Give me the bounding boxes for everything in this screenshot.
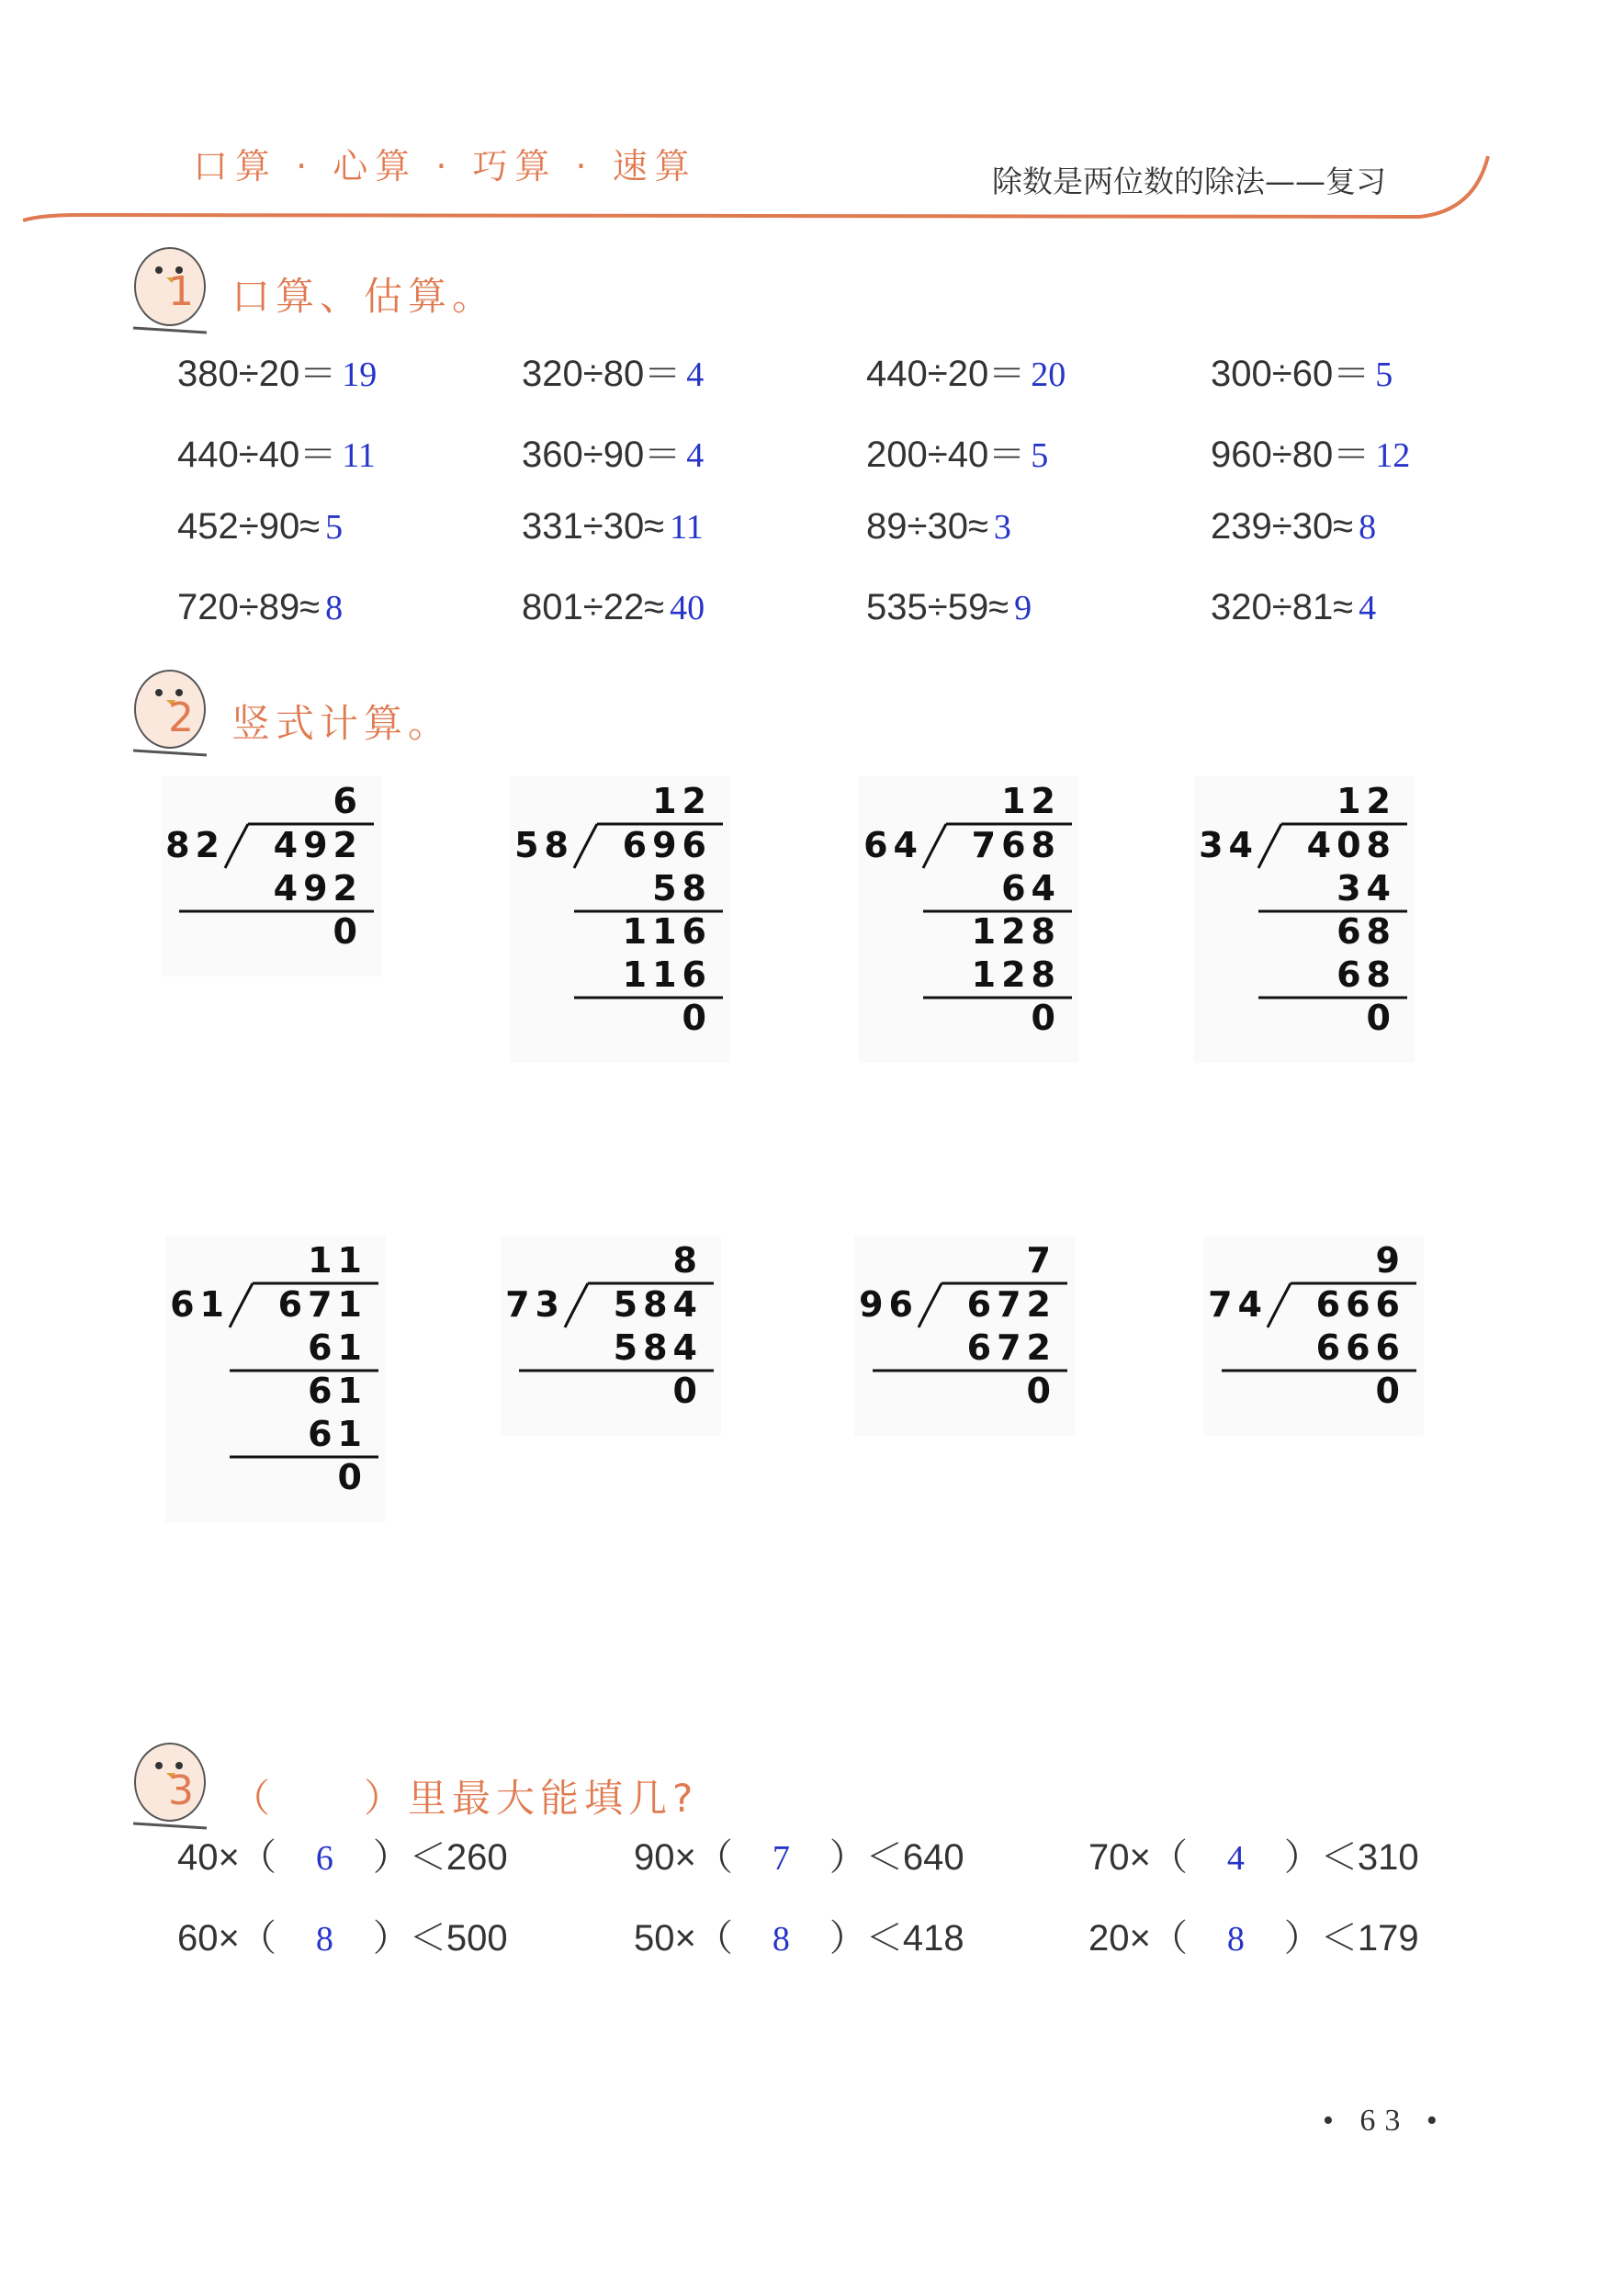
problem-expression: 360÷90＝ (522, 435, 682, 475)
long-division-problem (510, 776, 730, 1063)
division-step: 672 (966, 1327, 1056, 1368)
oral-problem (1211, 344, 1393, 397)
section-number: 1 (168, 268, 194, 315)
oral-problem (522, 425, 704, 478)
divisor: 73 (505, 1284, 565, 1325)
answer: 5 (1375, 356, 1393, 394)
inequality-right: ）＜500 (372, 1918, 508, 1959)
inequality-problem (634, 1828, 964, 1880)
quotient: 7 (1026, 1240, 1056, 1281)
division-bracket (1268, 1283, 1291, 1327)
answer: 8 (325, 589, 344, 627)
answer: 4 (686, 436, 705, 475)
division-step: 0 (682, 998, 712, 1038)
oral-problem (866, 587, 1032, 628)
division-bracket (919, 1283, 942, 1327)
problem-expression: 320÷80＝ (522, 354, 682, 394)
division-step: 128 (971, 911, 1061, 952)
divisor: 82 (165, 825, 225, 865)
problem-expression: 535÷59≈ (866, 587, 1009, 627)
answer: 11 (342, 436, 376, 475)
header-chapter-title: 除数是两位数的除法——复习 (992, 164, 1386, 199)
division-bracket (225, 824, 248, 868)
answer: 3 (993, 508, 1011, 547)
problem-expression: 452÷90≈ (177, 506, 321, 547)
dividend: 408 (1306, 825, 1396, 865)
oral-problem (1211, 587, 1376, 628)
oral-problem (177, 344, 377, 397)
section-number: 2 (168, 694, 194, 741)
division-bracket (923, 824, 946, 868)
dividend: 666 (1315, 1284, 1405, 1325)
division-bracket (1258, 824, 1281, 868)
oral-problem (522, 506, 704, 547)
problem-expression: 331÷30≈ (522, 506, 665, 547)
division-step: 0 (337, 1457, 367, 1497)
inequality-left: 60×（ (177, 1918, 276, 1959)
division-step: 0 (1366, 998, 1396, 1038)
division-step: 34 (1336, 868, 1396, 909)
problem-expression: 200÷40＝ (866, 435, 1026, 475)
problem-expression: 380÷20＝ (177, 354, 337, 394)
divisor: 61 (170, 1284, 230, 1325)
inequality-left: 90×（ (634, 1837, 733, 1878)
division-step: 492 (273, 868, 363, 909)
division-step: 61 (308, 1371, 367, 1411)
header-category: 口算 · 心算 · 巧算 · 速算 (193, 146, 697, 186)
inequality-problem (1088, 1909, 1419, 1961)
oral-problem (177, 425, 376, 478)
section-title: 竖式计算。 (231, 701, 453, 746)
quotient: 9 (1375, 1240, 1405, 1281)
long-division-problem (1194, 776, 1415, 1063)
dividend: 768 (971, 825, 1061, 865)
division-step: 0 (1026, 1371, 1056, 1411)
quotient: 11 (308, 1240, 367, 1281)
inequality-problem (634, 1909, 964, 1961)
answer: 8 (772, 1920, 790, 1959)
answer: 6 (315, 1839, 333, 1878)
inequality-problem (1088, 1828, 1419, 1880)
division-step: 0 (1375, 1371, 1405, 1411)
inequality-right: ）＜179 (1283, 1918, 1419, 1959)
answer: 5 (325, 508, 344, 547)
section-title: 口算、估算。 (231, 274, 497, 319)
quotient: 12 (1001, 781, 1061, 821)
answer: 7 (772, 1839, 790, 1878)
inequality-problem (177, 1828, 508, 1880)
dividend: 696 (622, 825, 712, 865)
long-division-problem (859, 776, 1079, 1063)
long-division-problem (165, 1236, 386, 1522)
answer: 9 (1014, 589, 1032, 627)
answer: 4 (1359, 589, 1377, 627)
oral-problem (177, 587, 343, 628)
quotient: 6 (333, 781, 363, 821)
answer: 12 (1375, 436, 1411, 475)
oral-problem (866, 506, 1011, 547)
division-bracket (565, 1283, 588, 1327)
answer: 19 (342, 356, 378, 394)
division-bracket (230, 1283, 253, 1327)
problem-expression: 720÷89≈ (177, 587, 321, 627)
answer: 20 (1031, 356, 1066, 394)
division-bracket (574, 824, 597, 868)
inequality-right: ）＜260 (372, 1837, 508, 1878)
inequality-problem (177, 1909, 508, 1961)
division-step: 68 (1336, 954, 1396, 995)
division-step: 61 (308, 1414, 367, 1454)
division-step: 0 (333, 911, 363, 952)
dividend: 671 (277, 1284, 367, 1325)
inequality-left: 50×（ (634, 1918, 733, 1959)
inequality-left: 70×（ (1088, 1837, 1188, 1878)
division-step: 584 (613, 1327, 703, 1368)
division-step: 0 (1031, 998, 1061, 1038)
long-division-problem (501, 1236, 721, 1436)
oral-problem (866, 425, 1048, 478)
division-step: 128 (971, 954, 1061, 995)
answer: 8 (315, 1920, 333, 1959)
problem-expression: 801÷22≈ (522, 587, 665, 627)
division-step: 61 (308, 1327, 367, 1368)
quotient: 8 (672, 1240, 703, 1281)
oral-problem (522, 587, 705, 628)
oral-problem (177, 506, 343, 547)
section-title: （ ）里最大能填几? (231, 1776, 699, 1821)
divisor: 74 (1208, 1284, 1268, 1325)
oral-problem (1211, 425, 1410, 478)
oral-problem (866, 344, 1066, 397)
division-step: 64 (1001, 868, 1061, 909)
problem-expression: 960÷80＝ (1211, 435, 1370, 475)
division-step: 116 (622, 954, 712, 995)
answer: 8 (1226, 1920, 1245, 1959)
section-number: 3 (168, 1767, 194, 1814)
quotient: 12 (652, 781, 712, 821)
answer: 4 (1226, 1839, 1245, 1878)
oral-problem (522, 344, 704, 397)
divisor: 64 (863, 825, 923, 865)
dividend: 672 (966, 1284, 1056, 1325)
answer: 40 (670, 589, 705, 627)
inequality-left: 40×（ (177, 1837, 276, 1878)
divisor: 58 (514, 825, 574, 865)
problem-expression: 89÷30≈ (866, 506, 988, 547)
inequality-right: ）＜640 (829, 1837, 964, 1878)
page-number: • 63 • (1323, 2104, 1447, 2138)
long-division-problem (854, 1236, 1075, 1436)
problem-expression: 440÷40＝ (177, 435, 337, 475)
problem-expression: 320÷81≈ (1211, 587, 1354, 627)
dividend: 492 (273, 825, 363, 865)
problem-expression: 300÷60＝ (1211, 354, 1370, 394)
long-division-problem (161, 776, 381, 976)
problem-expression: 239÷30≈ (1211, 506, 1354, 547)
inequality-right: ）＜418 (829, 1918, 964, 1959)
answer: 11 (670, 508, 704, 547)
long-division-problem (1203, 1236, 1424, 1436)
divisor: 96 (859, 1284, 919, 1325)
inequality-left: 20×（ (1088, 1918, 1188, 1959)
answer: 4 (686, 356, 705, 394)
inequality-right: ）＜310 (1283, 1837, 1419, 1878)
division-step: 666 (1315, 1327, 1405, 1368)
header-divider (23, 147, 1511, 230)
problem-expression: 440÷20＝ (866, 354, 1026, 394)
oral-problem (1211, 506, 1376, 547)
dividend: 584 (613, 1284, 703, 1325)
division-step: 58 (652, 868, 712, 909)
answer: 8 (1359, 508, 1377, 547)
quotient: 12 (1336, 781, 1396, 821)
answer: 5 (1031, 436, 1049, 475)
division-step: 116 (622, 911, 712, 952)
division-step: 68 (1336, 911, 1396, 952)
division-step: 0 (672, 1371, 703, 1411)
divisor: 34 (1199, 825, 1258, 865)
